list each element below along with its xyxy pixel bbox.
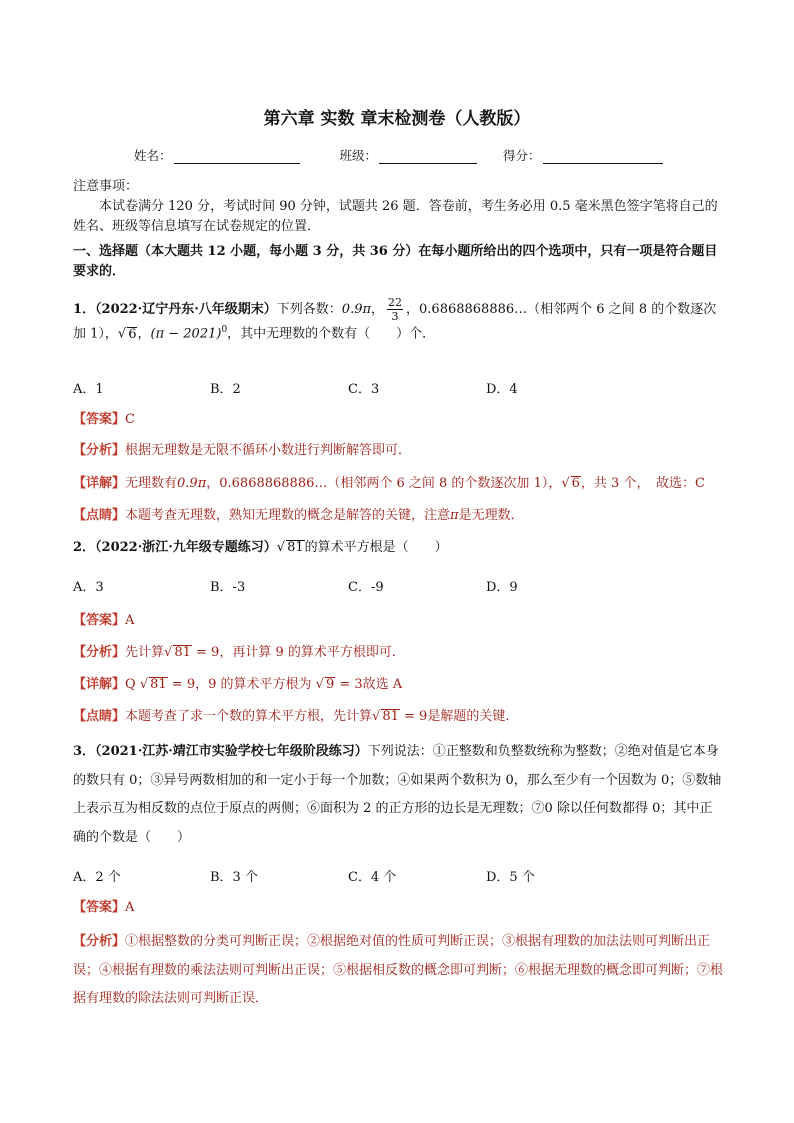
question-2-source: （2022·浙江·九年级专题练习）	[95, 540, 277, 555]
q2-point-text-a: 本题考查了求一个数的算术平方根，先计算	[125, 709, 373, 724]
page-title: 第六章 实数 章末检测卷（人教版）	[263, 109, 531, 129]
detail-tag: 【详解】	[73, 677, 126, 692]
q1-detail-number: 0.9π	[177, 476, 207, 491]
sqrt-icon: √	[315, 677, 324, 692]
sqrt-icon: √	[372, 709, 381, 724]
q2-option-c[interactable]: C．-9	[348, 580, 384, 595]
point-tag: 【点睛】	[73, 508, 126, 523]
q2-analysis-text-a: 先计算	[125, 645, 165, 660]
q1-point	[73, 506, 723, 526]
q3-option-c[interactable]: C．4 个	[348, 870, 397, 885]
sqrt-icon: √	[276, 540, 286, 555]
q2-analysis-equals: = 9	[191, 645, 220, 660]
q2-analysis	[73, 643, 723, 663]
q1-detail-text-c: ，0.6868868886…（相邻两个 6 之间 8 的个数逐次加 1），	[206, 476, 562, 491]
question-2-number: 2．	[73, 540, 96, 555]
q1-option-a[interactable]: A．1	[73, 382, 104, 397]
question-3-text: 下列说法：①正整数和负整数统称为整数；②绝对值是它本身的数只有 0；③异号两数相加的和一定小于每一个加数；④如果两个数积为 0，那么至少有一个因数为 0；⑤数轴上表示互为相反数的点位于原点的两侧；⑥面积为 2 的正方形的边长是无理数；⑦0 除以任何数都得 0；其中正确的个数是（ ）	[73, 744, 722, 845]
q2-point-equals: = 9	[399, 709, 428, 724]
q2-detail-text-a: Q	[125, 677, 140, 692]
question-1-number: 1．	[73, 302, 96, 318]
sqrt-icon: √	[164, 645, 173, 660]
q2-analysis-text-b: ，再计算 9 的算术平方根即可．	[219, 645, 405, 660]
answer-tag: 【答案】	[73, 412, 126, 427]
q2-detail-radicand-1: 81	[150, 677, 167, 692]
question-2-text: 的算术平方根是（ ）	[304, 540, 448, 555]
question-1-source: （2022·辽宁丹东·八年级期末）	[95, 302, 277, 318]
answer-tag: 【答案】	[73, 613, 126, 628]
detail-tag: 【详解】	[73, 476, 126, 491]
q2-point-radicand: 81	[382, 709, 399, 724]
question-1-radicand: 6	[128, 326, 137, 342]
analysis-tag: 【分析】	[73, 443, 126, 458]
q3-option-a[interactable]: A．2 个	[73, 870, 121, 885]
question-3	[73, 738, 723, 852]
notice-heading: 注意事项：	[73, 179, 139, 194]
q1-answer	[73, 410, 723, 430]
q1-point-text-a: 本题考查无理数，熟知无理数的概念是解答的关键，注意	[125, 508, 451, 523]
class-blank	[379, 149, 477, 164]
question-1-text-c: ，其中无理数的个数有（ ）个．	[227, 326, 436, 342]
question-1-power-base: (π − 2021)	[150, 326, 222, 342]
q2-detail	[73, 675, 723, 695]
q2-option-b[interactable]: B．-3	[210, 580, 246, 595]
q2-option-d[interactable]: D．9	[486, 580, 518, 595]
score-blank	[543, 149, 663, 164]
notice-body: 本试卷满分 120 分，考试时间 90 分钟，试题共 26 题．答卷前，考生务必用 0.5 毫米黑色签字笔将自己的姓名、班级等信息填写在试卷规定的位置．	[73, 199, 718, 235]
question-2-radicand: 81	[287, 540, 304, 555]
q2-detail-equals-2: = 3	[335, 677, 363, 692]
question-1-text-b: ，0.6868868886…（相邻两个 6 之间 8 的个数逐次加 1），	[73, 302, 717, 342]
q1-option-b[interactable]: B．2	[210, 382, 241, 397]
q1-detail-radicand: 6	[571, 476, 580, 491]
q2-point-text-b: 是解题的关键．	[427, 709, 519, 724]
q3-answer-value: A	[125, 900, 135, 915]
q2-answer	[73, 611, 723, 631]
q2-analysis-radicand: 81	[174, 645, 191, 660]
q1-point-text-b: 是无理数．	[458, 508, 524, 523]
q3-analysis	[73, 928, 723, 1014]
answer-tag: 【答案】	[73, 900, 126, 915]
fraction-denominator: 3	[391, 310, 399, 324]
sqrt-icon: √	[561, 476, 570, 491]
q1-option-d[interactable]: D．4	[486, 382, 518, 397]
sqrt-icon: √	[117, 326, 127, 342]
q3-option-b[interactable]: B．3 个	[210, 870, 258, 885]
question-1-exponent: 0	[221, 325, 228, 336]
q2-option-a[interactable]: A．3	[73, 580, 104, 595]
question-1-text-a: 下列各数：	[276, 302, 342, 318]
q1-detail-text-a: 无理数有	[125, 476, 178, 491]
q2-answer-value: A	[125, 613, 135, 628]
q1-detail	[73, 474, 723, 494]
name-label: 姓名：	[134, 148, 172, 163]
fraction-numerator: 22	[388, 296, 403, 309]
analysis-tag: 【分析】	[73, 645, 126, 660]
q1-analysis-text: 根据无理数是无限不循环小数进行判断解答即可．	[125, 443, 412, 458]
question-2	[73, 538, 723, 558]
q1-detail-text-d: ，共 3 个， 故选：C	[580, 476, 705, 491]
class-label: 班级：	[339, 148, 378, 163]
analysis-tag: 【分析】	[73, 934, 126, 949]
question-1-number-a: 0.9π	[341, 302, 372, 318]
section-one-heading: 一、选择题（本大题共 12 小题，每小题 3 分，共 36 分）在每小题所给出的四个选项中，只有一项是符合题目要求的．	[73, 244, 718, 280]
q2-detail-equals-1: = 9	[167, 677, 196, 692]
question-1-fraction	[387, 296, 403, 323]
q1-point-pi: π	[450, 508, 459, 523]
q2-detail-text-b: ，9 的算术平方根为	[195, 677, 316, 692]
q3-analysis-text: ①根据整数的分类可判断正误；②根据绝对值的性质可判断正误；③根据有理数的加法法则可判断出正误；④根据有理数的乘法法则可判断出正误；⑤根据相反数的概念即可判断；⑥根据无理数的概念即可判断；⑦根据有理数的除法法则可判断正误．	[73, 934, 724, 1007]
q1-analysis	[73, 441, 723, 461]
score-label: 得分：	[503, 148, 541, 163]
question-3-number: 3．	[73, 744, 96, 759]
question-3-source: （2021·江苏·靖江市实验学校七年级阶段练习）	[95, 744, 368, 759]
q1-answer-value: C	[125, 412, 135, 427]
student-info-row	[134, 146, 663, 164]
name-blank	[174, 149, 300, 164]
sqrt-icon: √	[139, 677, 149, 692]
question-1: 1．（2022·辽宁丹东·八年级期末）下列各数：0.9π， $\frac{22}{3}$ ，0.6868868886…（相邻两个 6 之间 8 的个数逐次加 1），√ 6，$(\pi - 2021)^0$，其中无理数的个数有（ ）个．	[73, 296, 717, 342]
point-tag: 【点睛】	[73, 709, 126, 724]
q2-detail-radicand-2: 9	[325, 677, 335, 692]
q3-answer	[73, 898, 723, 918]
q2-detail-text-c: 故选 A	[362, 677, 403, 692]
q2-point	[73, 707, 723, 727]
q3-option-d[interactable]: D．5 个	[486, 870, 535, 885]
q1-option-c[interactable]: C．3	[348, 382, 380, 397]
